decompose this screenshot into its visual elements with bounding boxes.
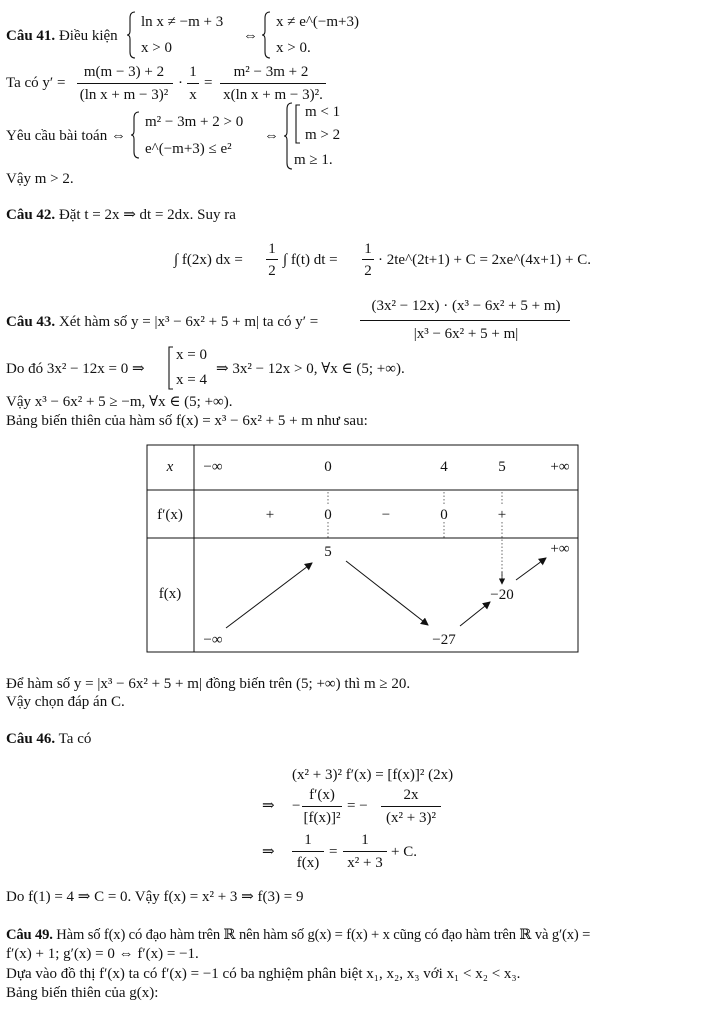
q42-int1: ∫ f(2x) dx =	[174, 252, 243, 268]
q41-req-b2: m > 2	[305, 127, 341, 143]
q41-iff-2: ⇔	[264, 128, 279, 144]
q41-frac3-bar	[220, 83, 326, 84]
q49-line3: Dựa vào đồ thị f′(x) ta có f′(x) = −1 có ba nghiệm phân biệt x₁, x₂, x₃ với x₁ < x₂ < x₃.	[6, 966, 521, 982]
q41-req-b3: m ≥ 1.	[294, 152, 333, 168]
q43-text: Xét hàm số y = |x³ − 6x² + 5 + m| ta có y′ =	[58, 314, 319, 330]
q42-text: Đặt t = 2x ⇒ dt = 2dx. Suy ra	[58, 207, 236, 223]
q42-half-bar-2	[362, 259, 374, 260]
q43-frac-den: |x³ − 6x² + 5 + m|	[413, 326, 519, 342]
q46-text: Ta có	[58, 731, 92, 747]
q43-line2-pre: Do đó 3x² − 12x = 0 ⇒	[6, 361, 145, 377]
q42-int2: ∫ f(t) dt =	[283, 252, 338, 268]
x-value: 0	[324, 459, 332, 475]
q41-frac1-den: (ln x + m − 3)²	[79, 87, 169, 103]
q41-cond-a1: ln x ≠ −m + 3	[141, 14, 224, 30]
q46-label: Câu 46.	[6, 731, 56, 747]
q46-eq2-rbar	[381, 806, 441, 807]
q41-frac3-num: m² − 3m + 2	[233, 64, 309, 80]
sign: 0	[440, 507, 448, 523]
f-value: −20	[490, 587, 514, 603]
q43-line4: Bảng biến thiên của hàm số f(x) = x³ − 6x² + 5 + m như sau:	[6, 413, 368, 429]
q41-dot: ·	[178, 75, 183, 91]
q43-line6: Vậy chọn đáp án C.	[6, 694, 125, 710]
q41-cond-intro: Điều kiện	[58, 28, 118, 44]
q43-sys1: x = 0	[176, 347, 207, 363]
q46-eq3-rnum: 1	[361, 832, 369, 848]
q42-half-num-2: 1	[364, 241, 372, 257]
q42-header	[6, 206, 236, 224]
q42-half-num-1: 1	[268, 241, 276, 257]
q42-mid: · 2te^(2t+1) + C = 2xe^(4x+1) + C.	[378, 252, 592, 268]
sign: +	[265, 507, 275, 523]
q46-eq3-den: f(x)	[296, 855, 320, 871]
q49-line1: Hàm số f(x) có đạo hàm trên ℝ nên hàm số g(x) = f(x) + x cũng có đạo hàm trên ℝ và g′(x) =	[56, 927, 591, 943]
q41-req-b1: m < 1	[305, 104, 341, 120]
q41-frac2-bar	[187, 83, 199, 84]
q42-half-bar-1	[266, 259, 278, 260]
q41-frac2-num: 1	[189, 64, 197, 80]
q41-deriv-intro: Ta có y′ =	[6, 75, 66, 91]
q41-frac1-bar	[77, 83, 173, 84]
q49-line1-wrap	[6, 926, 590, 944]
q41-brace-3	[131, 110, 141, 160]
arrow-down	[346, 561, 428, 625]
q41-frac1-num: m(m − 3) + 2	[83, 64, 165, 80]
q43-frac-bar	[360, 320, 570, 321]
f-value: −27	[432, 632, 456, 648]
q46-eq3-end: + C.	[391, 844, 417, 860]
q41-label: Câu 41.	[6, 28, 56, 44]
q43-line5: Để hàm số y = |x³ − 6x² + 5 + m| đồng biến trên (5; +∞) thì m ≥ 20.	[6, 676, 411, 692]
q41-req-a2: e^(−m+3) ≤ e²	[145, 141, 232, 157]
arrow-up-3	[516, 558, 546, 580]
q41-brace-2	[262, 10, 272, 60]
q46-minus: −	[292, 798, 301, 814]
arrow-up-1	[226, 563, 312, 628]
q41-frac2-den: x	[189, 87, 197, 103]
q41-header	[6, 27, 118, 45]
q46-eq2-num: f′(x)	[309, 787, 335, 803]
q42-label: Câu 42.	[6, 207, 56, 223]
q41-conclusion: Vậy m > 2.	[6, 171, 74, 187]
q46-eq2-rnum: 2x	[403, 787, 419, 803]
f-value: −∞	[203, 632, 223, 648]
x-value: −∞	[203, 459, 223, 475]
q41-iff-1: ⇔	[243, 28, 258, 44]
q46-eq3-rden: x² + 3	[347, 855, 383, 871]
q41-eq: =	[204, 75, 213, 91]
q41-cond-b1: x ≠ e^(−m+3)	[276, 14, 360, 30]
q46-eq2-mid: = −	[347, 798, 368, 814]
q41-req-a1: m² − 3m + 2 > 0	[145, 114, 244, 130]
x-value: +∞	[550, 459, 570, 475]
q46-conclusion: Do f(1) = 4 ⇒ C = 0. Vậy f(x) = x² + 3 ⇒ f(3) = 9	[6, 889, 304, 905]
q43-label: Câu 43.	[6, 314, 56, 330]
q43-sys-bracket	[167, 345, 175, 391]
q46-eq3-num: 1	[304, 832, 312, 848]
q41-cond-a2: x > 0	[141, 40, 172, 56]
q46-eq3-bar	[292, 851, 324, 852]
f-value: 5	[324, 544, 332, 560]
q49-label: Câu 49.	[6, 927, 53, 943]
q46-eq2-den: [f(x)]²	[303, 810, 341, 826]
q41-brace-1	[127, 10, 137, 60]
q43-line3: Vậy x³ − 6x² + 5 ≥ −m, ∀x ∈ (5; +∞).	[6, 394, 233, 410]
q42-half-den-1: 2	[268, 263, 276, 279]
q46-implies-1: ⇒	[262, 798, 275, 814]
q41-frac3-den: x(ln x + m − 3)².	[223, 87, 323, 103]
q41-req-intro: Yêu cầu bài toán ⇔	[6, 128, 126, 144]
x-value: 5	[498, 459, 506, 475]
q49-line2: f′(x) + 1; g′(x) = 0 ⇔ f′(x) = −1.	[6, 946, 199, 962]
sign: −	[381, 507, 391, 523]
q43-sys2: x = 4	[176, 372, 207, 388]
q49-line4: Bảng biến thiên của g(x):	[6, 985, 159, 1001]
q43-line2-post: ⇒ 3x² − 12x > 0, ∀x ∈ (5; +∞).	[216, 361, 405, 377]
sign: 0	[324, 507, 332, 523]
q46-eq2-bar	[302, 806, 342, 807]
sign: +	[497, 507, 507, 523]
q46-header	[6, 730, 91, 748]
q46-eq2-rden: (x² + 3)²	[386, 810, 436, 826]
table-label-x: x	[166, 459, 174, 475]
table-border	[147, 445, 578, 652]
q43-frac-num: (3x² − 12x) · (x³ − 6x² + 5 + m)	[371, 298, 561, 314]
x-value: 4	[440, 459, 448, 475]
q46-implies-2: ⇒	[262, 844, 275, 860]
table-label-fp: f′(x)	[157, 507, 183, 523]
q46-eq3-mid: =	[329, 844, 338, 860]
q41-cond-b2: x > 0.	[276, 40, 311, 56]
q46-eq1: (x² + 3)² f′(x) = [f(x)]² (2x)	[292, 767, 454, 783]
q43-header	[6, 313, 318, 331]
q46-eq3-rbar	[343, 851, 387, 852]
q42-half-den-2: 2	[364, 263, 372, 279]
f-value: +∞	[550, 541, 570, 557]
table-label-f: f(x)	[158, 586, 182, 602]
arrow-up-2	[460, 602, 490, 626]
